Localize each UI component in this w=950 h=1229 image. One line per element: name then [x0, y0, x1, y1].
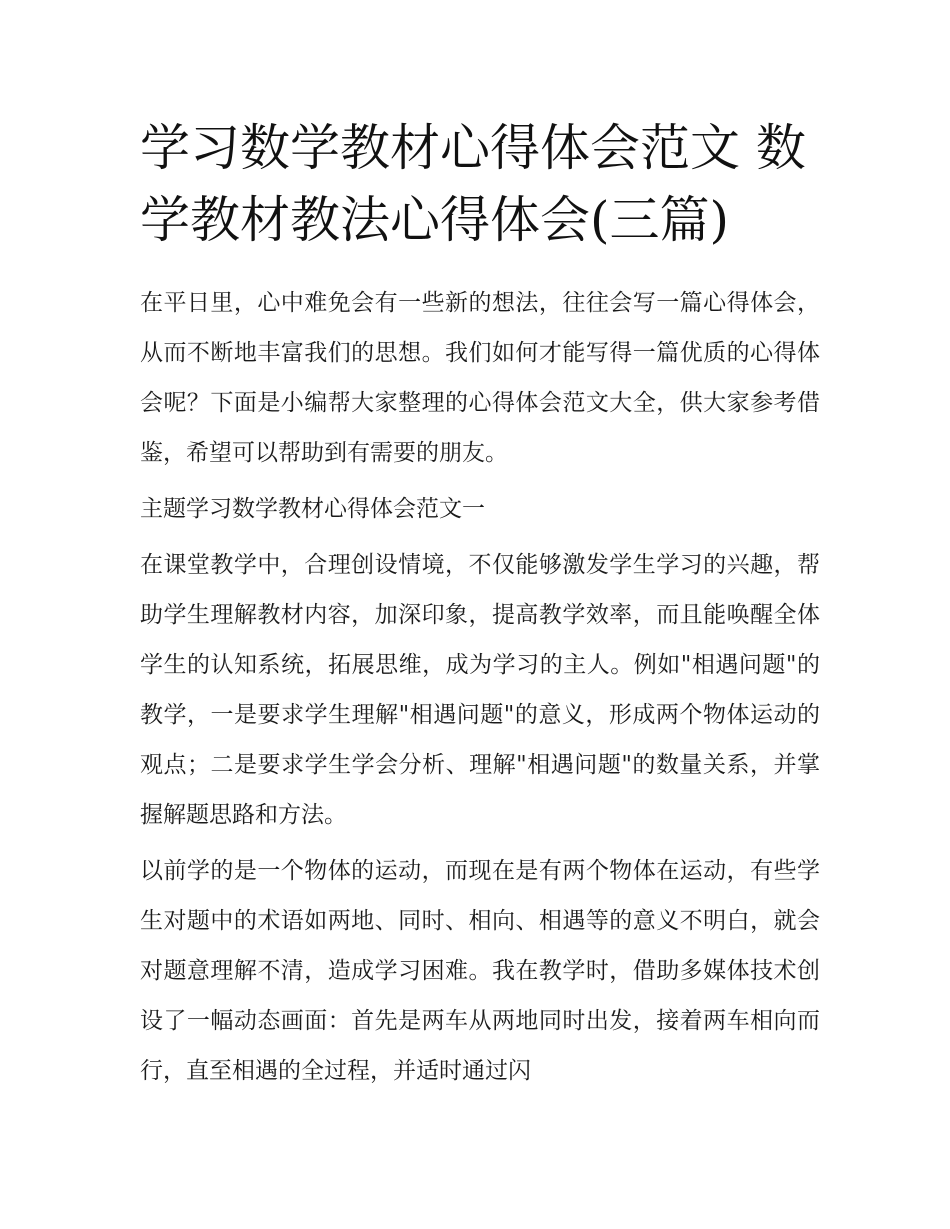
body-paragraph-2: 以前学的是一个物体的运动，而现在是有两个物体在运动，有些学生对题中的术语如两地、同时、相向、相遇等的意义不明白，就会对题意理解不清，造成学习困难。我在教学时，借助多媒体技术创设了一幅动态画面：首先是两车从两地同时出发，接着两车相向而行，直至相遇的全过程，并适时通过闪 — [140, 858, 820, 1084]
section-heading: 主题学习数学教材心得体会范文一 — [140, 496, 485, 522]
body-paragraph-1: 在课堂教学中，合理创设情境，不仅能够激发学生学习的兴趣，帮助学生理解教材内容，加深印象，提高教学效率，而且能唤醒全体学生的认知系统，拓展思维，成为学习的主人。例如"相遇问题"的教学，一是要求学生理解"相遇问题"的意义，形成两个物体运动的观点；二是要求学生学会分析、理解"相遇问题"的数量关系，并掌握解题思路和方法。 — [140, 552, 820, 828]
document-title: 学习数学教材心得体会范文 数学教材教法心得体会(三篇) — [140, 119, 806, 249]
intro-paragraph: 在平日里，心中难免会有一些新的想法，往往会写一篇心得体会，从而不断地丰富我们的思想。我们如何才能写得一篇优质的心得体会呢？下面是小编帮大家整理的心得体会范文大全，供大家参考借鉴，希望可以帮助到有需要的朋友。 — [140, 290, 820, 466]
document-body — [140, 278, 820, 1102]
